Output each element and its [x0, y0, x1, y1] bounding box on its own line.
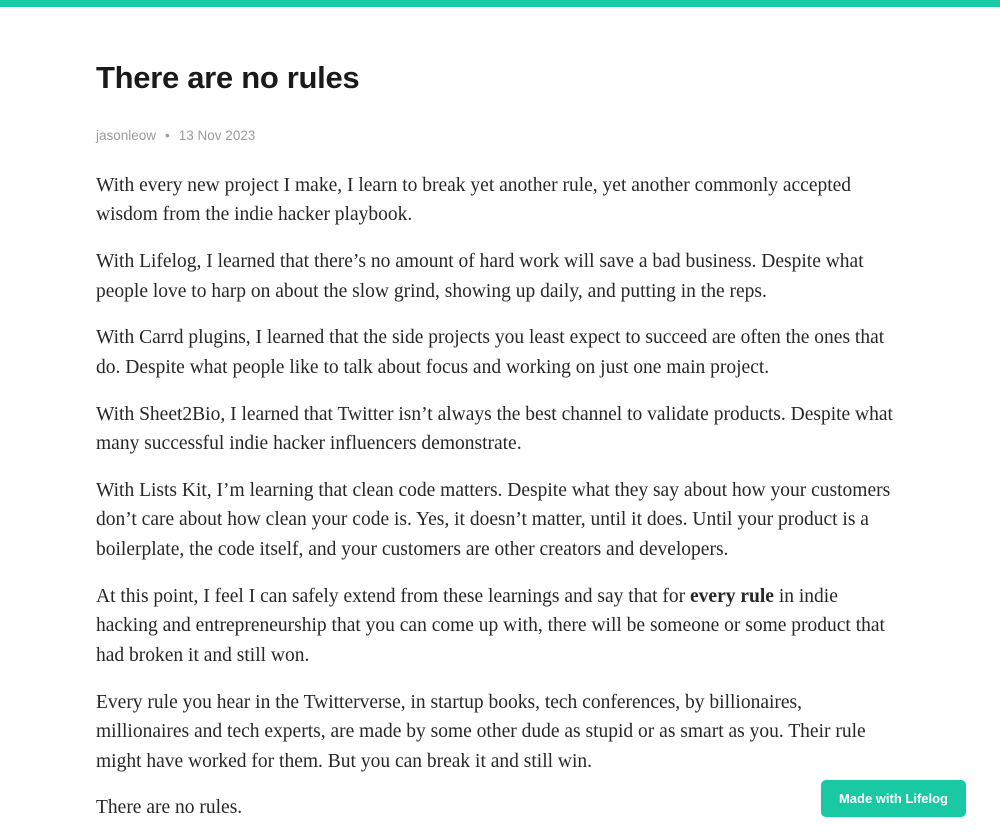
meta-separator: •: [165, 127, 170, 143]
page-title: There are no rules: [96, 60, 360, 95]
post-paragraph: With Carrd plugins, I learned that the side projects you least expect to succeed are often the ones that do. Despite what people like to talk about focus and working on just one main project.: [96, 327, 885, 378]
article-content: [0, 7, 1000, 823]
post-body: [96, 171, 904, 823]
made-with-lifelog-badge[interactable]: Made with Lifelog: [821, 780, 966, 817]
post-paragraph: Every rule you hear in the Twitterverse, in startup books, tech conferences, by billionaires, millionaires and tech experts, are made by some other dude as stupid or as smart as you. Their rule might have worked for them. But you can break it and still win.: [96, 691, 866, 772]
article-page: [0, 7, 1000, 834]
post-paragraph: At this point, I feel I can safely extend from these learnings and say that for every rule in indie hacking and entrepreneurship that you can come up with, there will be someone or some product that had broken it and still won.: [96, 585, 885, 666]
post-author: jasonleow: [96, 127, 157, 143]
post-meta: [96, 128, 904, 143]
emphasis-text: every rule: [690, 585, 774, 607]
post-paragraph: There are no rules.: [96, 797, 243, 819]
post-paragraph: With Lists Kit, I’m learning that clean code matters. Despite what they say about how your customers don’t care about how clean your code is. Yes, it doesn’t matter, until it does. Until your product is a boilerplate, the code itself, and your customers are other creators and developers.: [96, 479, 891, 560]
accent-top-bar: [0, 0, 1000, 7]
post-paragraph: With Sheet2Bio, I learned that Twitter isn’t always the best channel to validate products. Despite what many successful indie hacker influencers demonstrate.: [96, 403, 893, 455]
post-date: 13 Nov 2023: [178, 127, 256, 143]
post-paragraph: With every new project I make, I learn to break yet another rule, yet another commonly accepted wisdom from the indie hacker playbook.: [96, 174, 852, 226]
post-paragraph: With Lifelog, I learned that there’s no amount of hard work will save a bad business. Despite what people love to harp on about the slow grind, showing up daily, and putting in the reps.: [96, 251, 864, 302]
